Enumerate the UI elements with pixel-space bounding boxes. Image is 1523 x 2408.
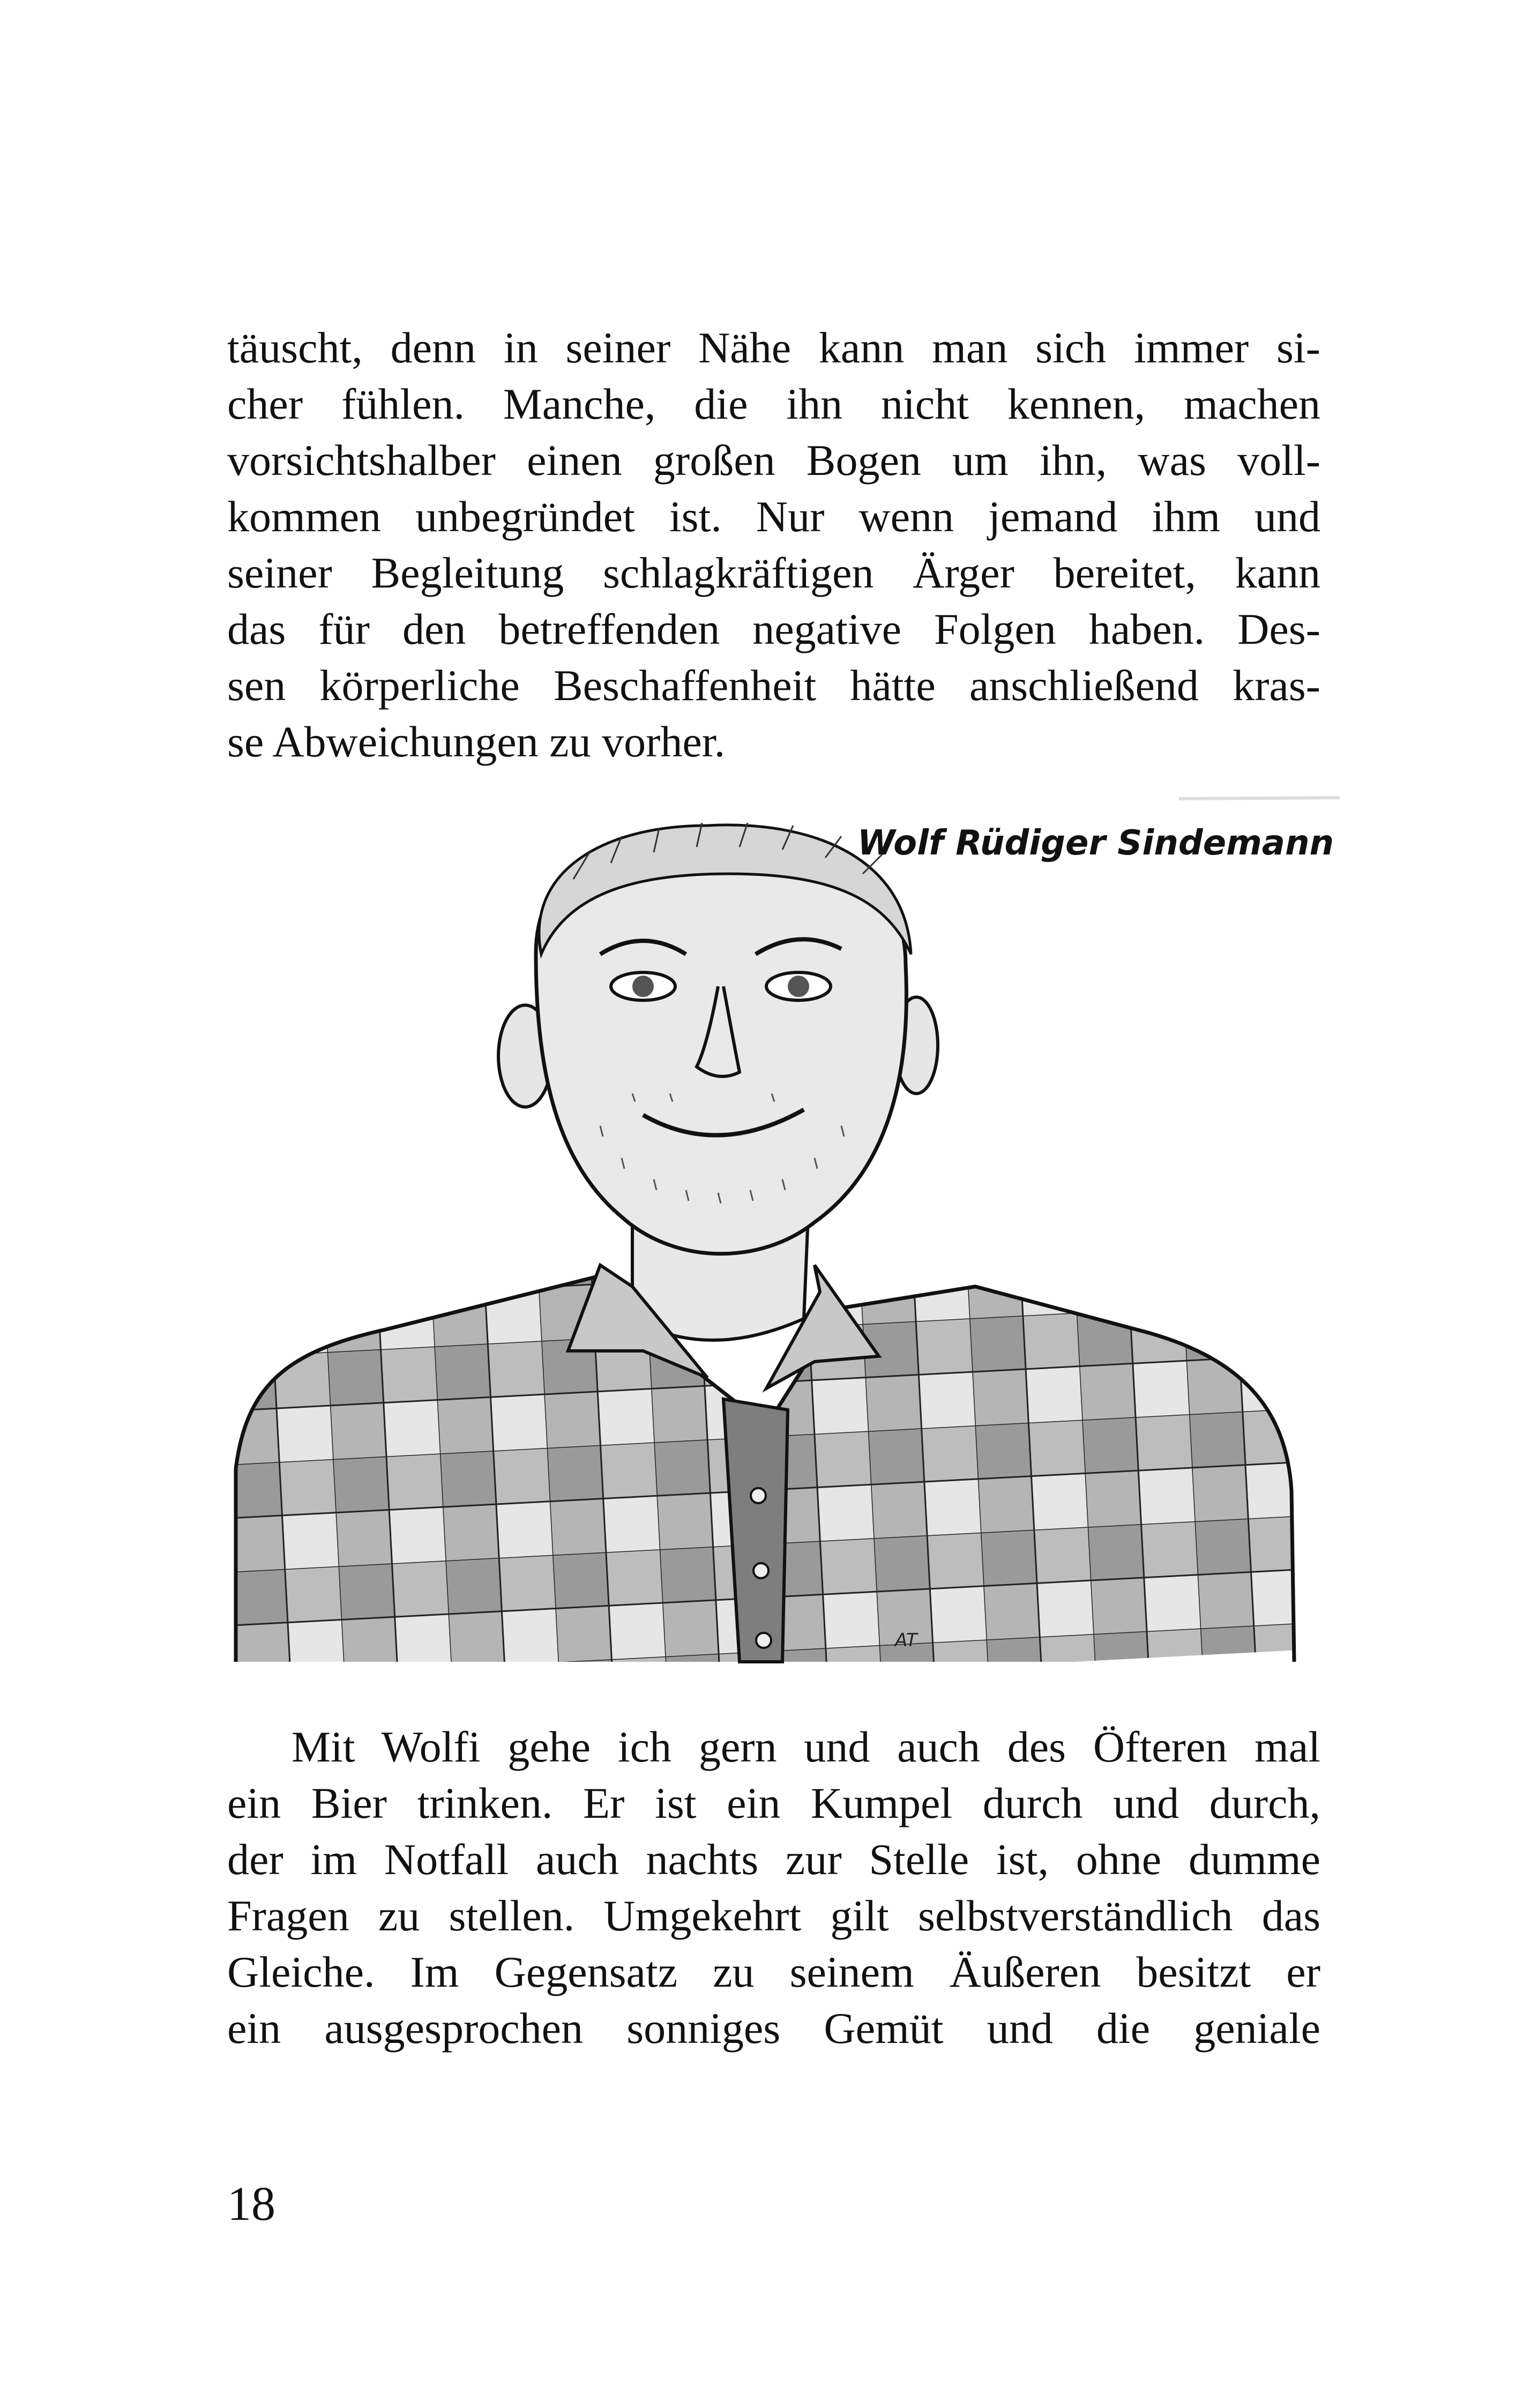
text-line: seiner Begleitung schlagkräftigen Ärger bereitet, kann xyxy=(227,548,1320,597)
paragraph-2 xyxy=(227,1719,1320,2056)
text-line: Gleiche. Im Gegensatz zu seinem Äußeren besitzt er xyxy=(227,1948,1320,1996)
text-line: der im Notfall auch nachts zur Stelle ist, ohne dumme xyxy=(227,1835,1320,1884)
page-number: 18 xyxy=(227,2177,275,2231)
text-line: ein ausgesprochen sonniges Gemüt und die geniale xyxy=(227,2004,1320,2053)
text-line: sen körperliche Beschaffenheit hätte anschließend kras- xyxy=(227,661,1320,710)
portrait-illustration xyxy=(225,793,1340,1673)
artist-signature: AT xyxy=(895,1630,917,1651)
text-line: se Abweichungen zu vorher. xyxy=(227,717,726,766)
text-line: kommen unbegründet ist. Nur wenn jemand ihm und xyxy=(227,492,1320,541)
text-line: Mit Wolfi gehe ich gern und auch des Öfteren mal xyxy=(292,1722,1320,1771)
text-line: das für den betreffenden negative Folgen haben. Des- xyxy=(227,605,1320,653)
text-line: ein Bier trinken. Er ist ein Kumpel durch und durch, xyxy=(227,1779,1320,1827)
text-line: täuscht, denn in seiner Nähe kann man sich immer si- xyxy=(227,323,1320,372)
illustration-caption: Wolf Rüdiger Sindemann xyxy=(857,823,1334,863)
text-line: cher fühlen. Manche, die ihn nicht kennen, machen xyxy=(227,380,1320,428)
paragraph-1 xyxy=(227,319,1320,770)
text-line: vorsichtshalber einen großen Bogen um ihn, was voll- xyxy=(227,436,1320,485)
text-line: Fragen zu stellen. Umgekehrt gilt selbstverständlich das xyxy=(227,1891,1320,1940)
